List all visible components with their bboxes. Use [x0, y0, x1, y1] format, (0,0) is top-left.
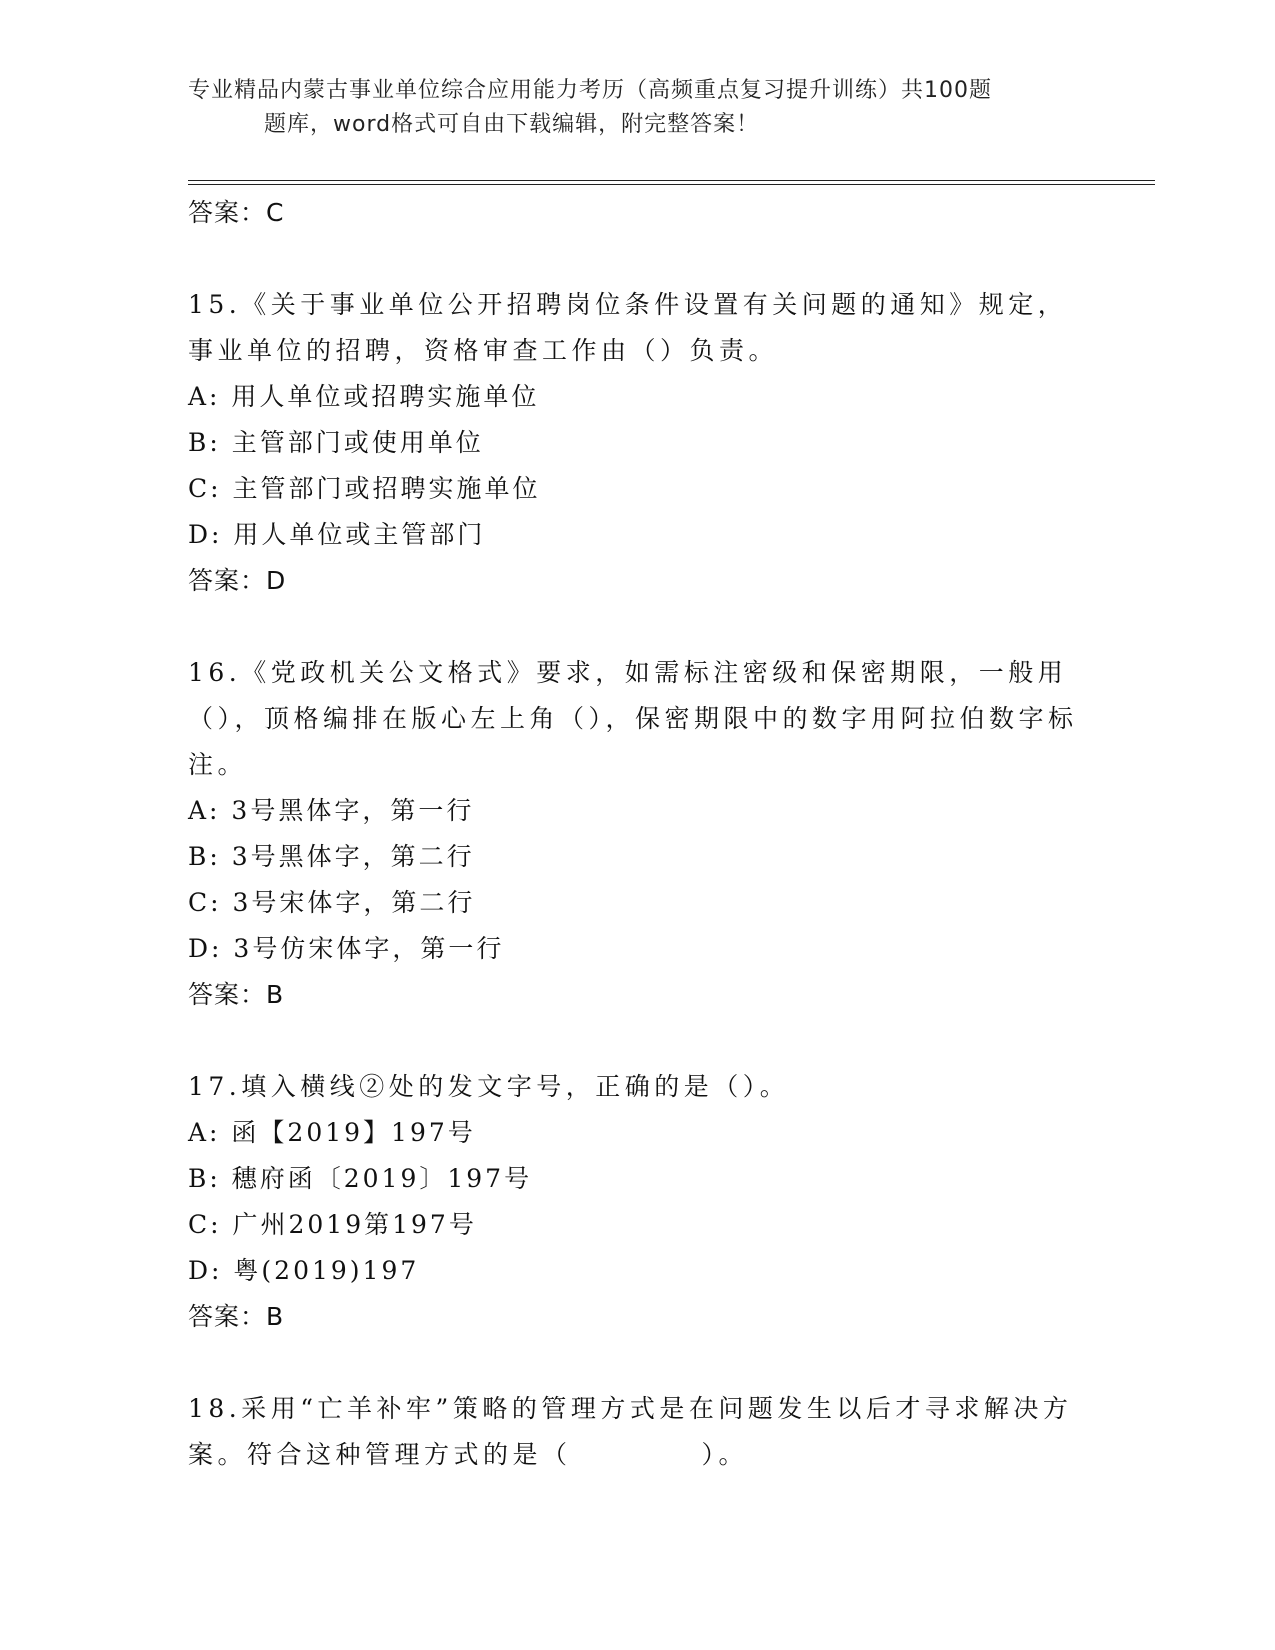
header-rule-bottom: [188, 184, 1155, 185]
option-c: C: 主管部门或招聘实施单位: [188, 474, 541, 503]
option-d: D: 3号仿宋体字，第一行: [188, 934, 505, 963]
option-b: B: 3号黑体字，第二行: [188, 842, 475, 871]
question-15: [188, 282, 1088, 604]
question-text-after-blank: ）。: [701, 1440, 749, 1469]
question-text: 17.填入横线②处的发文字号，正确的是（）。: [188, 1072, 790, 1101]
option-c: C: 3号宋体字，第二行: [188, 888, 476, 917]
answer: 答案：B: [188, 980, 285, 1009]
question-text: [188, 1386, 1088, 1478]
option-b: B: 穗府函〔2019〕197号: [188, 1164, 533, 1193]
document-header: [188, 74, 1068, 142]
previous-answer: 答案：C: [188, 198, 285, 227]
header-rule-top: [188, 180, 1155, 181]
question-16: [188, 650, 1088, 1018]
document-body: [188, 190, 1088, 1478]
question-text: 16.《党政机关公文格式》要求，如需标注密级和保密期限，一般用（），顶格编排在版心左上角（），保密期限中的数字用阿拉伯数字标注。: [188, 658, 1078, 779]
question-text: 15.《关于事业单位公开招聘岗位条件设置有关问题的通知》规定，事业单位的招聘，资格审查工作由（）负责。: [188, 290, 1068, 365]
header-title-line1: 专业精品内蒙古事业单位综合应用能力考历（高频重点复习提升训练）共100题: [188, 78, 992, 103]
option-c: C: 广州2019第197号: [188, 1210, 477, 1239]
option-d: D: 粤(2019)197: [188, 1256, 420, 1285]
option-a: A: 3号黑体字，第一行: [188, 796, 475, 825]
answer: 答案：D: [188, 566, 287, 595]
option-a: A: 用人单位或招聘实施单位: [188, 382, 540, 411]
option-a: A: 函【2019】197号: [188, 1118, 476, 1147]
header-title-line2: 题库，word格式可自由下载编辑，附完整答案！: [264, 112, 760, 137]
option-d: D: 用人单位或主管部门: [188, 520, 486, 549]
answer: 答案：B: [188, 1302, 285, 1331]
question-text-before-blank: 18.采用“亡羊补牢”策略的管理方式是在问题发生以后才寻求解决方案。符合这种管理方式的是（: [188, 1394, 1073, 1469]
option-b: B: 主管部门或使用单位: [188, 428, 484, 457]
question-17: [188, 1064, 1088, 1340]
question-18: [188, 1386, 1088, 1478]
